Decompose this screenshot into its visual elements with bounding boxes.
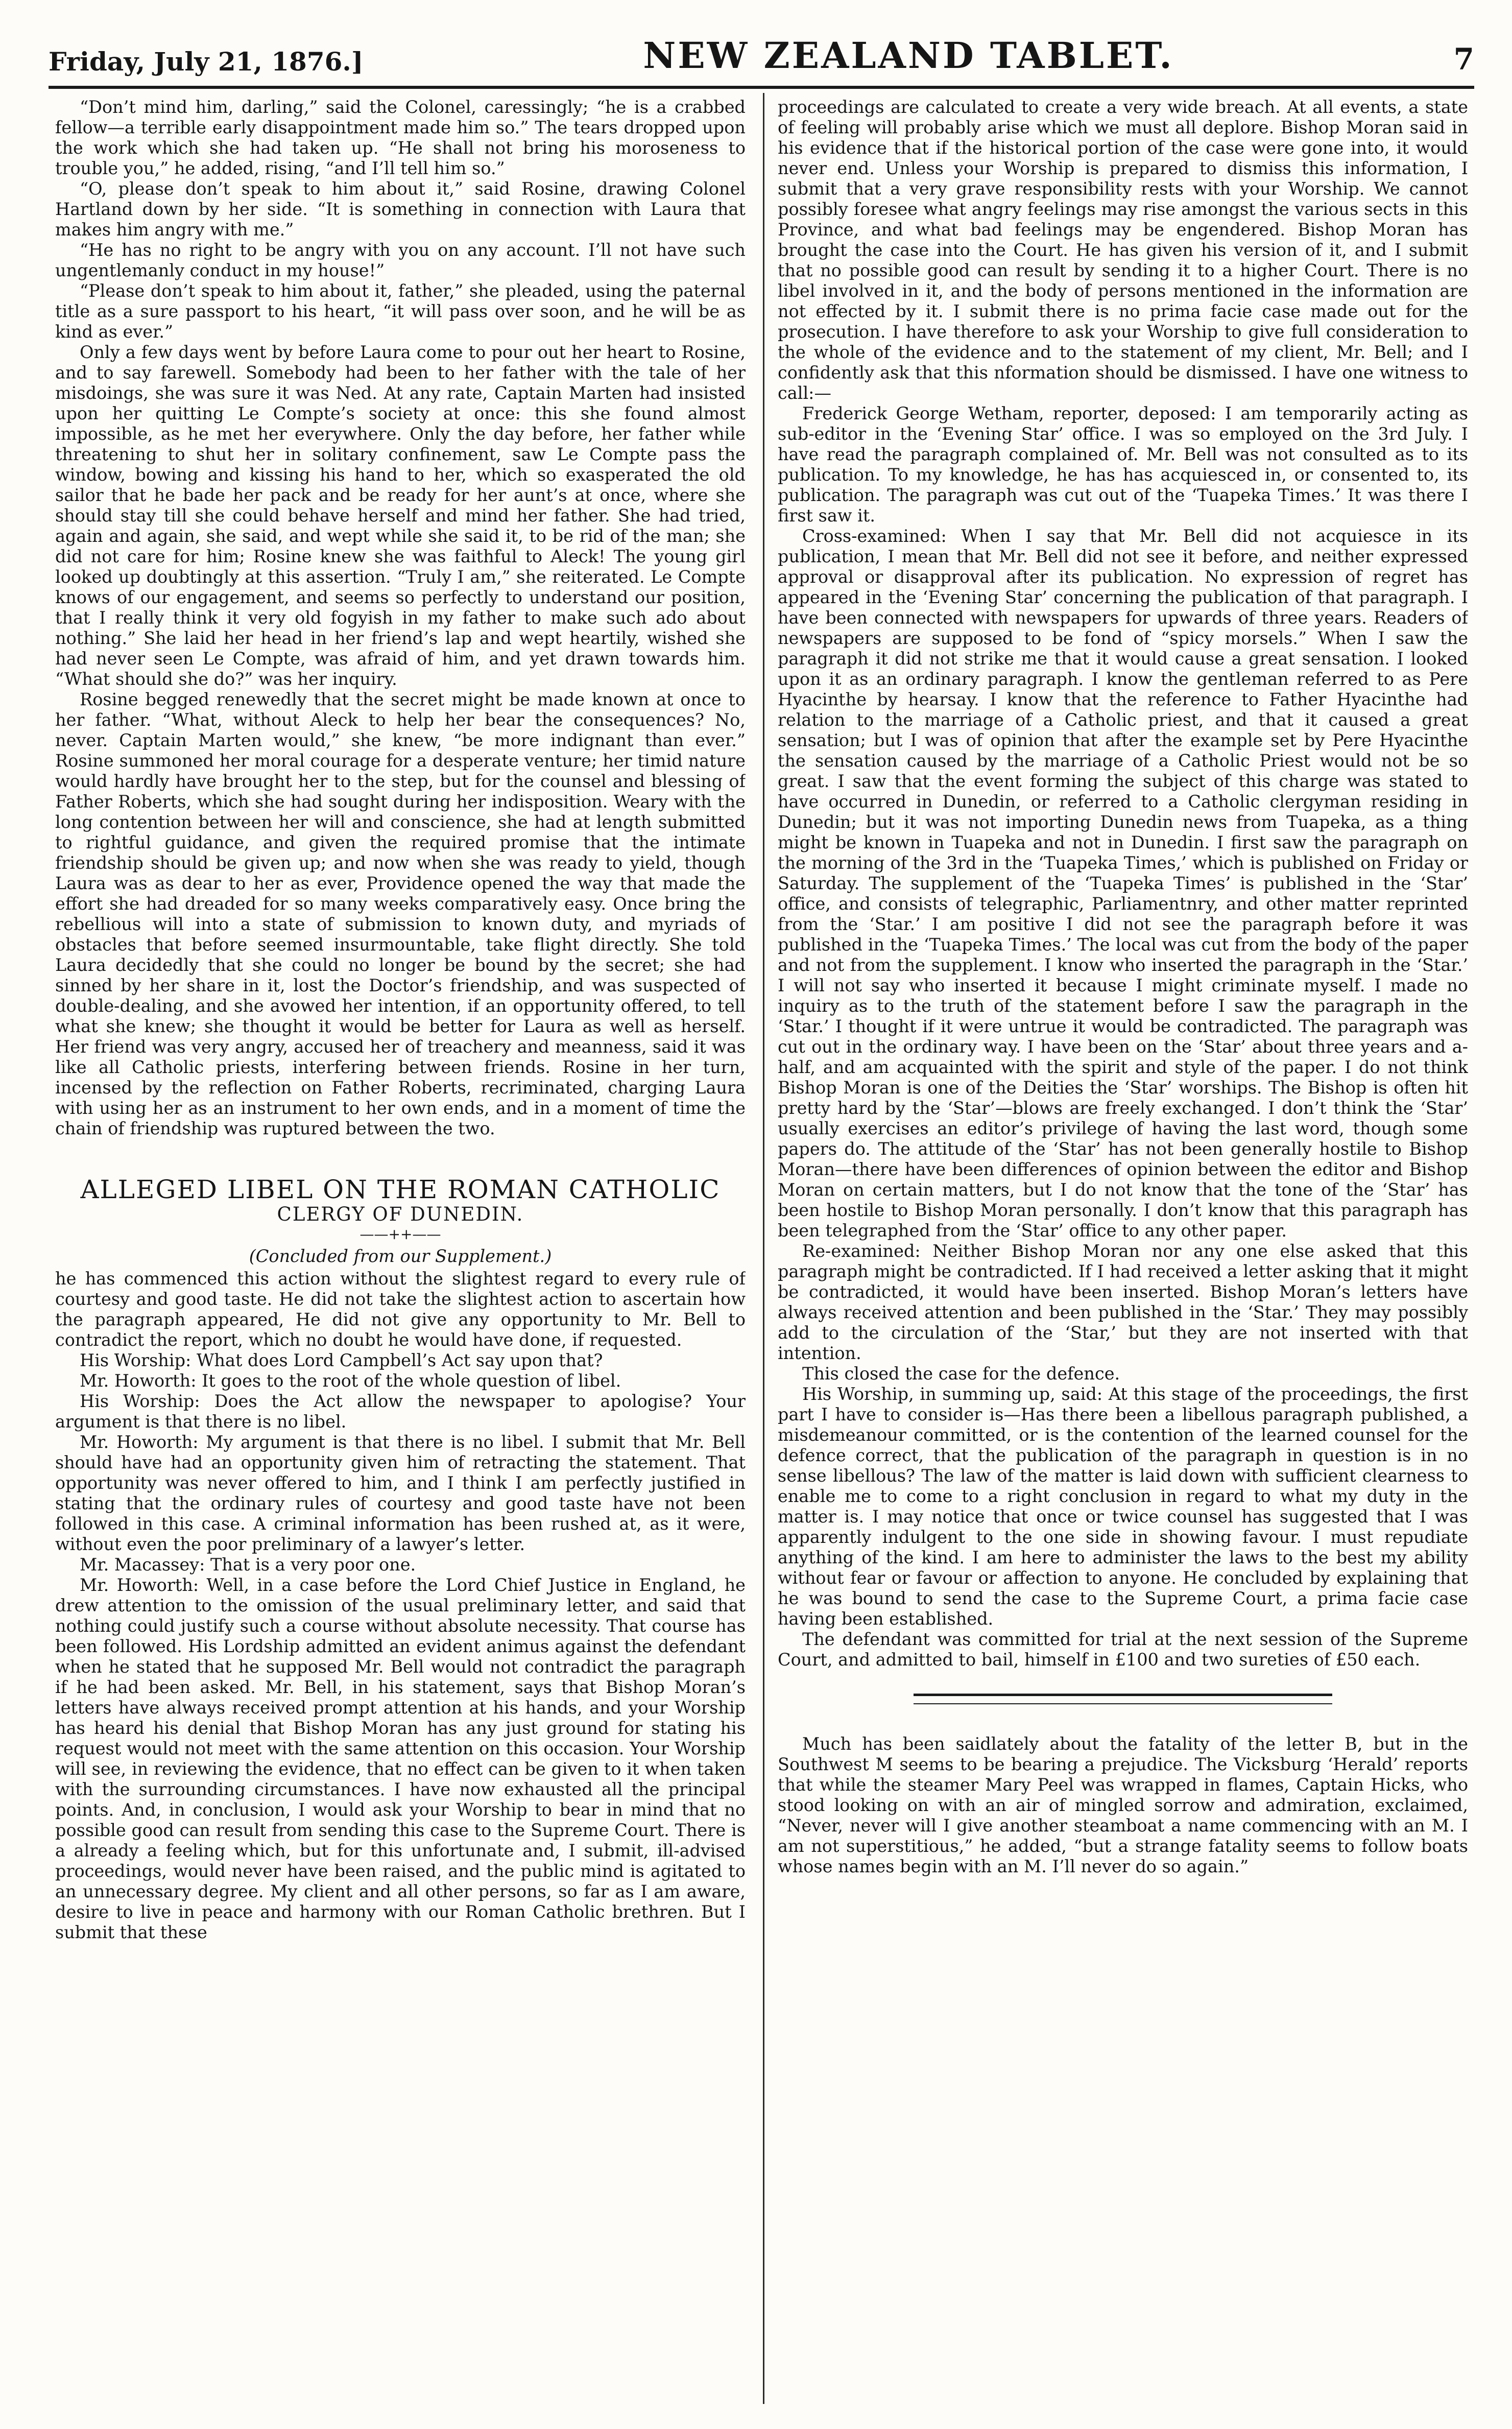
article-paragraph: His Worship: Does the Act allow the newspaper to apologise? Your argument is that there is no libel.	[55, 1391, 746, 1432]
story-paragraph: “Please don’t speak to him about it, father,” she pleaded, using the paternal title as a sure passport to his heart, “it will pass over soon, and he will be as kind as ever.”	[55, 281, 746, 342]
article-paragraph: Cross-examined: When I say that Mr. Bell did not acquiesce in its publication, I mean that Mr. Bell did not see it before, and neither expressed approval or disapproval after its publication. No expression of regret has appeared in the ‘Evening Star’ concerning the publication of that paragraph. I have been connected with newspapers for upwards of three years. Readers of newspapers are supposed to be fond of “spicy morsels.” When I saw the paragraph it did not strike me that it would cause a great sensation. I looked upon it as an ordinary paragraph. I know the gentleman referred to as Pere Hyacinthe by hearsay. I know that the reference to Father Hyacinthe had relation to the marriage of a Catholic priest, and that it caused a great sensation; but I was of opinion that after the example set by Pere Hyacinthe the sensation caused by the marriage of a Catholic Priest would not be so great. I saw that the event forming the subject of this charge was stated to have occurred in Dunedin, or referred to a Catholic clergyman residing in Dunedin; but it was not importing Dunedin news from Tuapeka, as a thing might be known in Tuapeka and not in Dunedin. I first saw the paragraph on the morning of the 3rd in the ‘Tuapeka Times,’ which is published on Friday or Saturday. The supplement of the ‘Tuapeka Times’ is published in the ‘Star’ office, and consists of telegraphic, Parliamentnry, and other matter reprinted from the ‘Star.’ I am positive I did not see the paragraph before it was published in the ‘Tuapeka Times.’ The local was cut from the body of the paper and not from the supplement. I know who inserted the paragraph in the ‘Star.’ I will not say who inserted it because I might criminate myself. I made no inquiry as to the truth of the statement before I saw the paragraph in the ‘Star.’ I thought if it were untrue it would be contradicted. The paragraph was cut out in the ordinary way. I have been on the ‘Star’ about three years and a-half, and am acquainted with the spirit and style of the paper. I do not think Bishop Moran is one of the Deities the ‘Star’ worships. The Bishop is often hit pretty hard by the ‘Star’—blows are freely exchanged. I don’t think the ‘Star’ usually exercises an editor’s privilege of having the last word, though some papers do. The attitude of the ‘Star’ has not been generally hostile to Bishop Moran—there have been differences of opinion between the editor and Bishop Moran on certain matters, but I do not know that the tone of the ‘Star’ has been hostile to Bishop Moran personally. I don’t know that this paragraph has been telegraphed from the ‘Star’ office to any other paper.	[778, 526, 1468, 1241]
article-paragraph: Mr. Howorth: My argument is that there is no libel. I submit that Mr. Bell should have had an opportunity given him of retracting the statement. That opportunity was never offered to him, and I think I am perfectly justified in stating that the ordinary rules of courtesy and good taste have not been followed in this case. A criminal information has been rushed at, as it were, without even the poor preliminary of a lawyer’s letter.	[55, 1432, 746, 1554]
article-paragraph: Frederick George Wetham, reporter, deposed: I am temporarily acting as sub-editor in the ‘Evening Star’ office. I was so employed on the 3rd July. I have read the paragraph complained of. Mr. Bell was not consulted as to its publication. To my knowledge, he has has acquiesced in, or consented to, its publication. The paragraph was cut out of the ‘Tuapeka Times.’ It was there I first saw it.	[778, 403, 1468, 526]
article-paragraph: proceedings are calculated to create a very wide breach. At all events, a state of feeling will probably arise which we must all deplore. Bishop Moran said in his evidence that if the historical portion of the case were gone into, it would never end. Unless your Worship is prepared to dismiss this information, I submit that a very grave responsibility rests with your Worship. We cannot possibly foresee what angry feelings may rise amongst the various sects in this Province, and what bad feelings may be engendered. Bishop Moran has brought the case into the Court. He has given his version of it, and I submit that no possible good can result by sending it to a higher Court. There is no libel involved in it, and the body of persons mentioned in the information are not effected by it. I submit there is no prima facie case made out for the prosecution. I have therefore to ask your Worship to give full consideration to the whole of the evidence and to the statement of my client, Mr. Bell; and I confidently ask that this nformation should be dismissed. I have one witness to call:—	[778, 97, 1468, 403]
right-column	[778, 97, 1468, 2406]
libel-article-left	[55, 1269, 746, 1943]
story-paragraph: Rosine begged renewedly that the secret might be made known at once to her father. “What, without Aleck to help her bear the consequences? No, never. Captain Marten would,” she knew, “be more indignant than ever.” Rosine summoned her moral courage for a desperate venture; her timid nature would hardly have brought her to the step, but for the counsel and blessing of Father Roberts, which she had sought during her indisposition. Weary with the long contention between her will and conscience, she had at length submitted to rightful guidance, and given the required promise that the intimate friendship should be given up; and now when she was ready to yield, though Laura was as dear to her as ever, Providence opened the way that made the effort she had dreaded for so many weeks comparatively easy. Once bring the rebellious will into a state of submission to known duty, and myriads of obstacles that before seemed insurmountable, take flight directly. She told Laura decidedly that she could no longer be bound by the secret; she had sinned by her share in it, lost the Doctor’s friendship, and was suspected of double-dealing, and she avowed her intention, if an opportunity offered, to tell what she knew; she thought it would be better for Laura as well as herself. Her friend was very angry, accused her of treachery and meanness, said it was like all Catholic priests, interfering between friends. Rosine in her turn, incensed by the reflection on Father Roberts, recriminated, charging Laura with using her as an instrument to her own ends, and in a moment of time the chain of friendship was ruptured between the two.	[55, 689, 746, 1138]
article-paragraph: Mr. Macassey: That is a very poor one.	[80, 1555, 416, 1575]
header-rule	[49, 86, 1474, 89]
serial-story	[55, 97, 746, 1139]
story-paragraph: Only a few days went by before Laura come to pour out her heart to Rosine, and to say farewell. Somebody had been to her father with the tale of her misdoings, she was sure it was Ned. At any rate, Captain Marten had insisted upon her quitting Le Compte’s society at once: this she found almost impossible, as he met her everywhere. Only the day before, her father while threatening to shut her in solitary confinement, saw Le Compte pass the window, bowing and kissing his hand to her, which so exasperated the old sailor that he bade her pack and be ready for her aunt’s at once, where she should stay till she could behave herself and mind her father. She had tried, again and again, she said, and wept while she said it, to be rid of the man; she did not care for him; Rosine knew she was faithful to Aleck! The young girl looked up doubtingly at this assertion. “Truly I am,” she reiterated. Le Compte knows of our engagement, and seems so perfectly to understand our position, that I really think it very old fogyish in my father to make such ado about nothing.” She laid her head in her friend’s lap and wept heartily, wished she had never seen Le Compte, was afraid of him, and yet drawn towards him. “What should she do?” was her inquiry.	[55, 342, 746, 689]
story-paragraph: “Don’t mind him, darling,” said the Colonel, caressingly; “he is a crabbed fellow—a terrible early disappointment made him so.” The tears dropped upon the work which she had taken up. “He shall not bring his moroseness to trouble you,” he added, rising, “and I’ll tell him so.”	[55, 97, 746, 178]
left-column	[55, 97, 746, 2406]
column-divider	[763, 93, 764, 2404]
section-separator	[914, 1694, 1332, 1704]
page-number: 7	[1453, 42, 1474, 77]
article-paragraph: Mr. Howorth: Well, in a case before the Lord Chief Justice in England, he drew attention to the omission of the usual preliminary letter, and said that nothing could justify such a course without absolute necessity. That course has been followed. His Lordship admitted an evident animus against the defendant when he stated that he supposed Mr. Bell would not contradict the paragraph if he had been asked. Mr. Bell, in his statement, says that Bishop Moran’s letters have always received prompt attention at his hands, and your Worship has heard his denial that Bishop Moran has any just ground for stating his request would not meet with the same attention on this occasion. Your Worship will see, in reviewing the evidence, that no effect can be given to it when taken with the surrounding circumstances. I have now exhausted all the principal points. And, in conclusion, I would ask your Worship to bear in mind that no possible good can result from sending this case to the Supreme Court. There is a already a feeling which, but for this unfortunate and, I submit, ill-advised proceedings, would never have been raised, and the public mind is agitated to an unnecessary degree. My client and all other persons, so far as I am aware, desire to live in peace and harmony with our Roman Catholic brethren. But I submit that these	[55, 1575, 746, 1942]
libel-article-right	[778, 97, 1468, 1670]
masthead-title: NEW ZEALAND TABLET.	[643, 34, 1174, 77]
page-header	[49, 30, 1474, 77]
article-paragraph: His Worship, in summing up, said: At this stage of the proceedings, the first part I have to consider is—Has there been a libellous paragraph published, a misdemeanour committed, or is the contention of the learned counsel for the defence correct, that the publication of the paragraph in question is in no sense libellous? The law of the matter is laid down with sufficient clearness to enable me to come to a right conclusion in regard to what my duty in the matter is. I may notice that once or twice counsel has suggested that I was apparently indulgent to the one side in showing favour. I must repudiate anything of the kind. I am here to administer the laws to the best my ability without fear or favour or affection to anyone. He concluded by explaining that he was bound to send the case to the Supreme Court, a prima facie case having been established.	[778, 1384, 1468, 1629]
article-paragraph: The defendant was committed for trial at the next session of the Supreme Court, and admitted to bail, himself in £100 and two sureties of £50 each.	[778, 1629, 1468, 1670]
article-heading: ALLEGED LIBEL ON THE ROMAN CATHOLIC	[80, 1175, 721, 1204]
ornament-divider: ——++——	[359, 1226, 441, 1243]
article-subheading: CLERGY OF DUNEDIN.	[277, 1203, 524, 1225]
story-paragraph: “O, please don’t speak to him about it,” said Rosine, drawing Colonel Hartland down by her side. “It is something in connection with Laura that makes him angry with me.”	[55, 179, 746, 240]
article-paragraph: Mr. Howorth: It goes to the root of the whole question of libel.	[80, 1371, 621, 1391]
article-dateline: (Concluded from our Supplement.)	[249, 1246, 552, 1266]
article-paragraph: he has commenced this action without the slightest regard to every rule of courtesy and good taste. He did not take the slightest action to ascertain how the paragraph appeared, He did not give any opportunity to Mr. Bell to contradict the report, which no doubt he would have done, if requested.	[55, 1269, 746, 1350]
fatality-paragraph: Much has been saidlately about the fatality of the letter B, but in the Southwest M seems to be bearing a prejudice. The Vicksburg ‘Herald’ reports that while the steamer Mary Peel was wrapped in flames, Captain Hicks, who stood looking on with an air of mingled sorrow and admiration, exclaimed, “Never, never will I give another steamboat a name commencing with an M. I am not superstitious,” he added, “but a strange fatality seems to follow boats whose names begin with an M. I’ll never do so again.”	[778, 1734, 1468, 1876]
header-date: Friday, July 21, 1876.]	[49, 46, 364, 77]
story-paragraph: “He has no right to be angry with you on any account. I’ll not have such ungentlemanly conduct in my house!”	[55, 240, 746, 280]
article-paragraph: Re-examined: Neither Bishop Moran nor any one else asked that this paragraph might be contradicted. If I had received a letter asking that it might be contradicted, it would have been inserted. Bishop Moran’s letters have always received attention and been published in the ‘Star.’ They may possibly add to the circulation of the ‘Star,’ but they are not inserted with that intention.	[778, 1241, 1468, 1363]
article-paragraph: His Worship: What does Lord Campbell’s Act say upon that?	[80, 1350, 603, 1370]
article-paragraph: This closed the case for the defence.	[802, 1364, 1120, 1384]
